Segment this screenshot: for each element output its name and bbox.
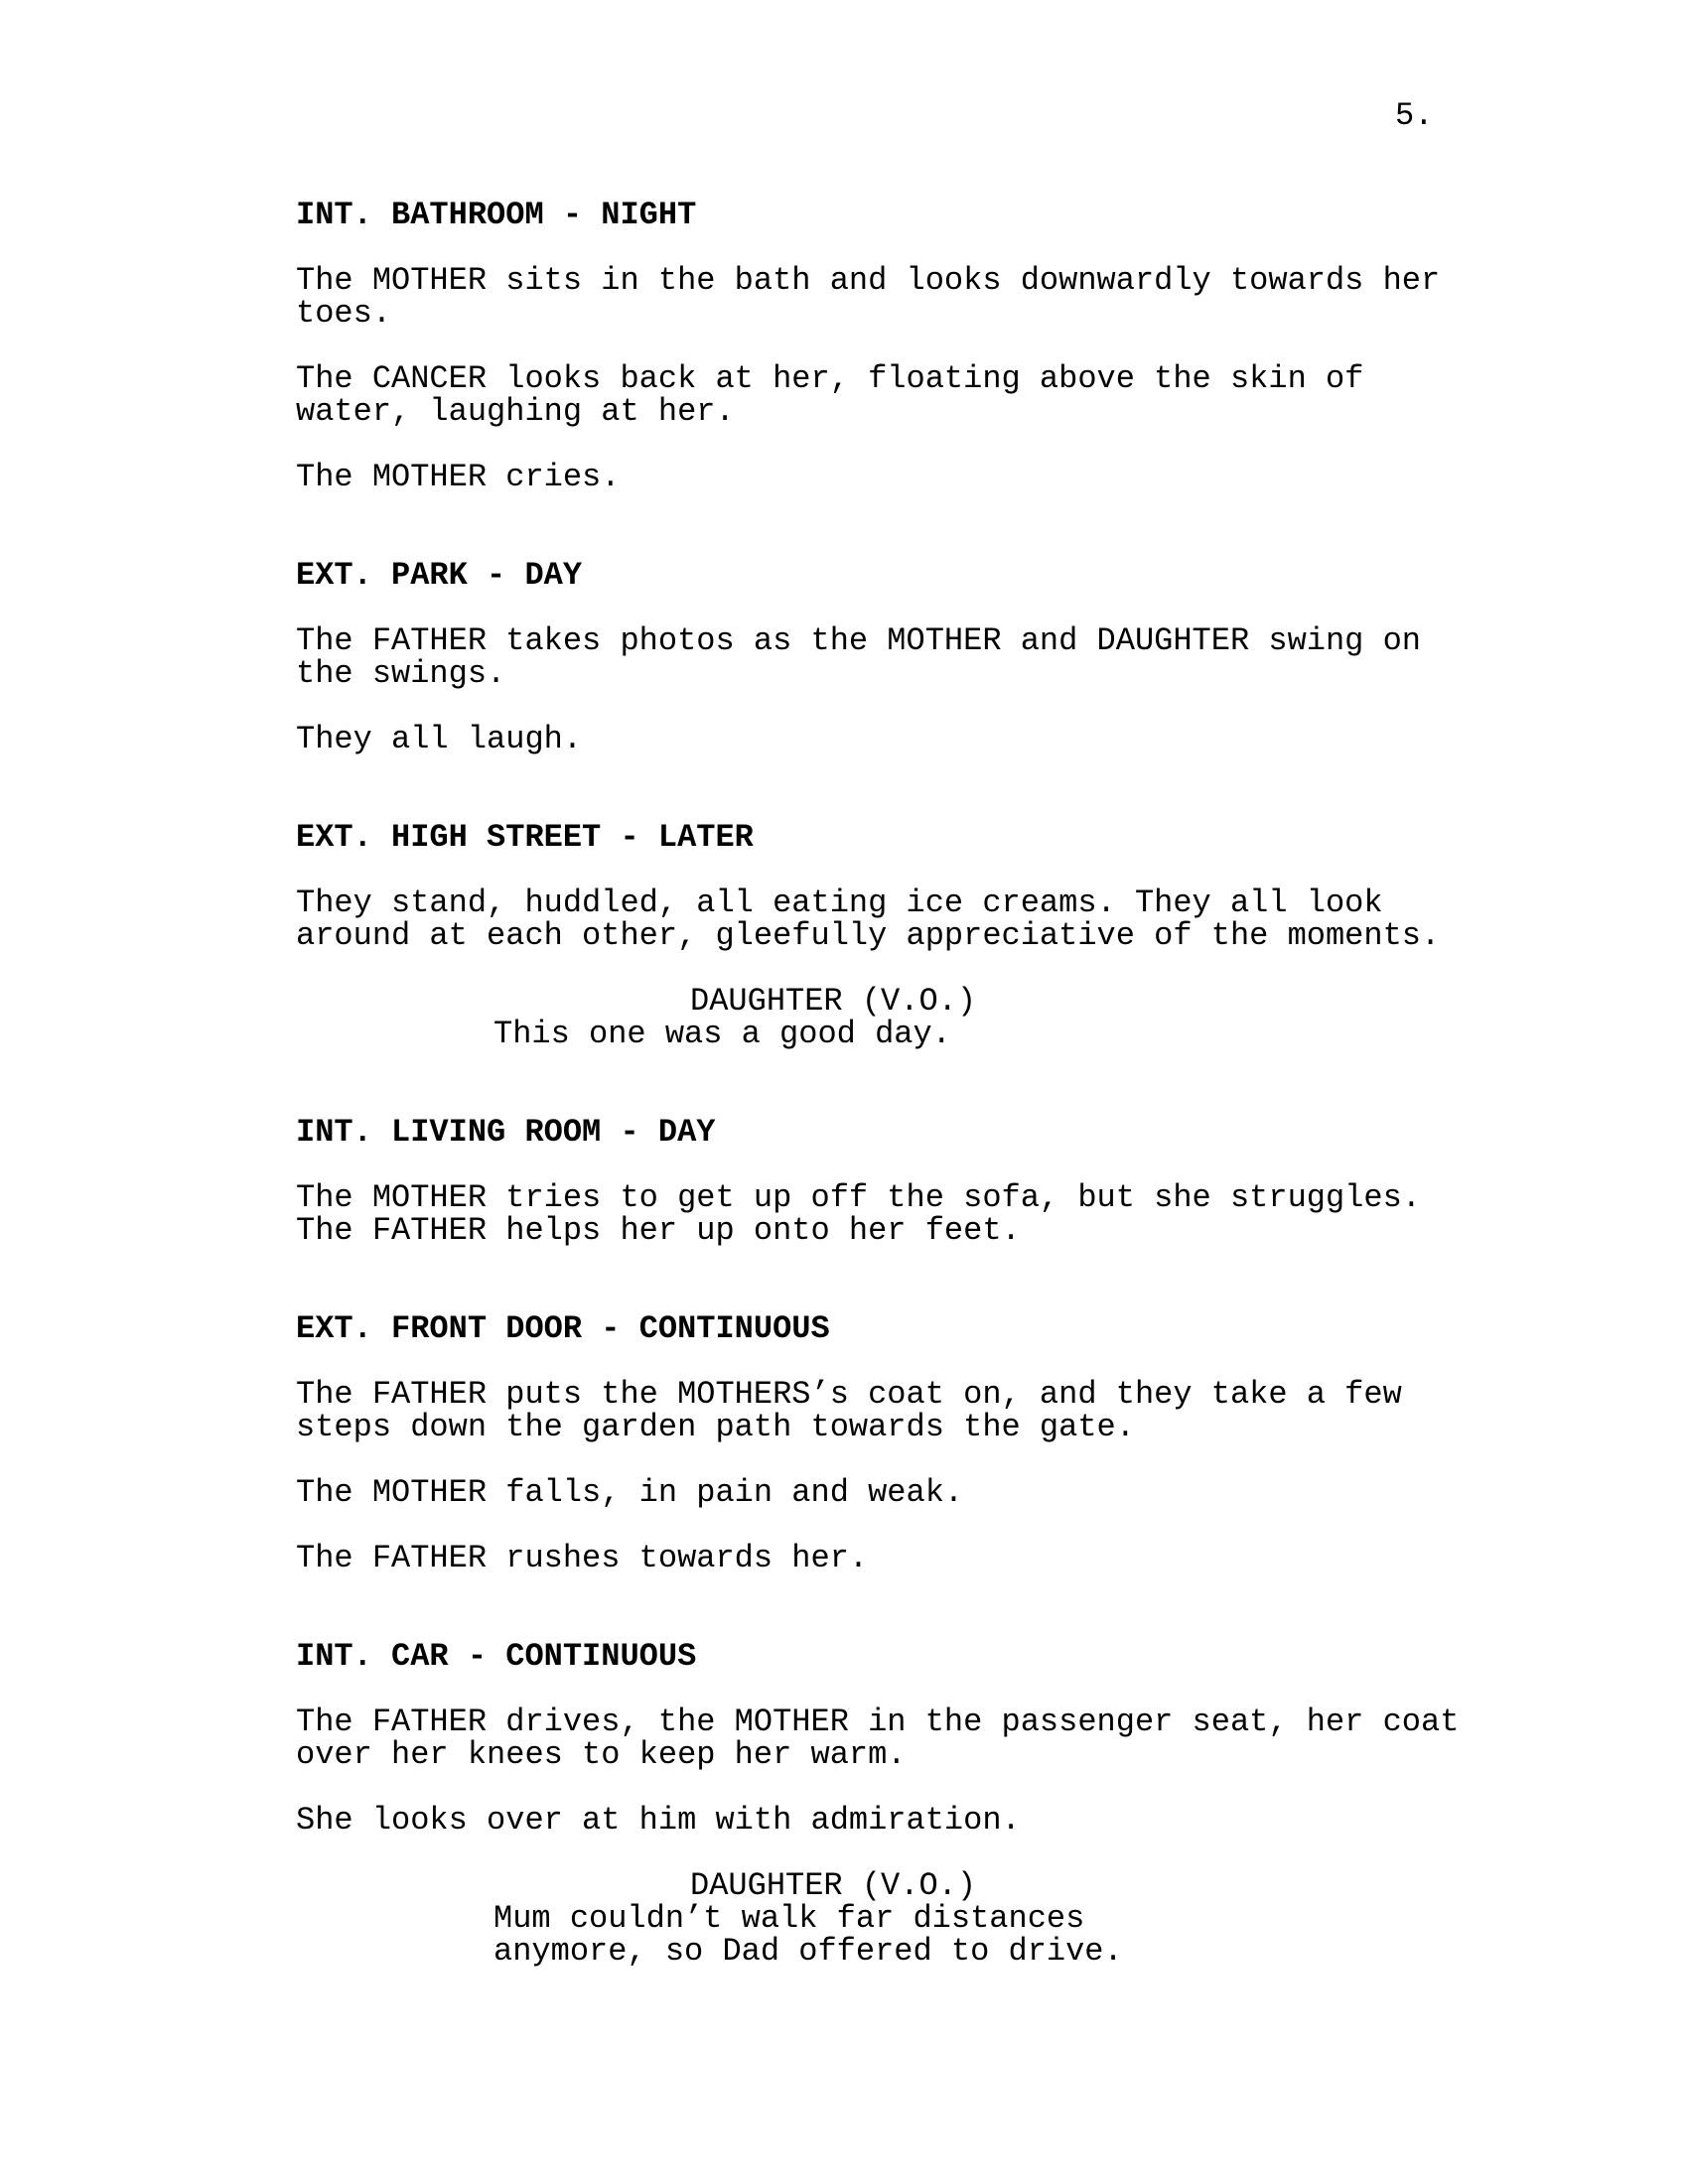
action-line: The MOTHER cries.: [296, 459, 621, 495]
action-line: They all laugh.: [296, 721, 583, 757]
scene-heading: EXT. HIGH STREET - LATER: [296, 819, 754, 856]
character-cue: DAUGHTER (V.O.): [690, 1867, 977, 1904]
action-line: The CANCER looks back at her, floating above the skin of water, laughing at her.: [296, 360, 1364, 430]
action-line: The FATHER rushes towards her.: [296, 1540, 869, 1576]
action-line: The MOTHER sits in the bath and looks downwardly towards her toes.: [296, 262, 1441, 332]
action-line: The FATHER takes photos as the MOTHER and DAUGHTER swing on the swings.: [296, 622, 1421, 692]
scene-heading: INT. CAR - CONTINUOUS: [296, 1638, 697, 1675]
action-line: The FATHER drives, the MOTHER in the passenger seat, her coat over her knees to keep her warm.: [296, 1704, 1460, 1773]
action-line: They stand, huddled, all eating ice creams. They all look around at each other, gleefully appreciative of the moments.: [296, 885, 1441, 954]
action-line: The FATHER puts the MOTHERS’s coat on, and they take a few steps down the garden path towards the gate.: [296, 1376, 1402, 1445]
scene-heading: EXT. FRONT DOOR - CONTINUOUS: [296, 1310, 830, 1347]
page-number: 5.: [1395, 97, 1434, 134]
scene-heading: EXT. PARK - DAY: [296, 557, 583, 594]
dialogue-line: Mum couldn’t walk far distances anymore, so Dad offered to drive.: [493, 1900, 1123, 1970]
action-line: The MOTHER tries to get up off the sofa, but she struggles. The FATHER helps her up onto her feet.: [296, 1179, 1421, 1249]
action-line: The MOTHER falls, in pain and weak.: [296, 1474, 964, 1511]
scene-heading: INT. LIVING ROOM - DAY: [296, 1114, 716, 1151]
action-line: She looks over at him with admiration.: [296, 1802, 1021, 1839]
scene-heading: INT. BATHROOM - NIGHT: [296, 197, 697, 233]
character-cue: DAUGHTER (V.O.): [690, 983, 977, 1020]
dialogue-line: This one was a good day.: [493, 1016, 951, 1052]
